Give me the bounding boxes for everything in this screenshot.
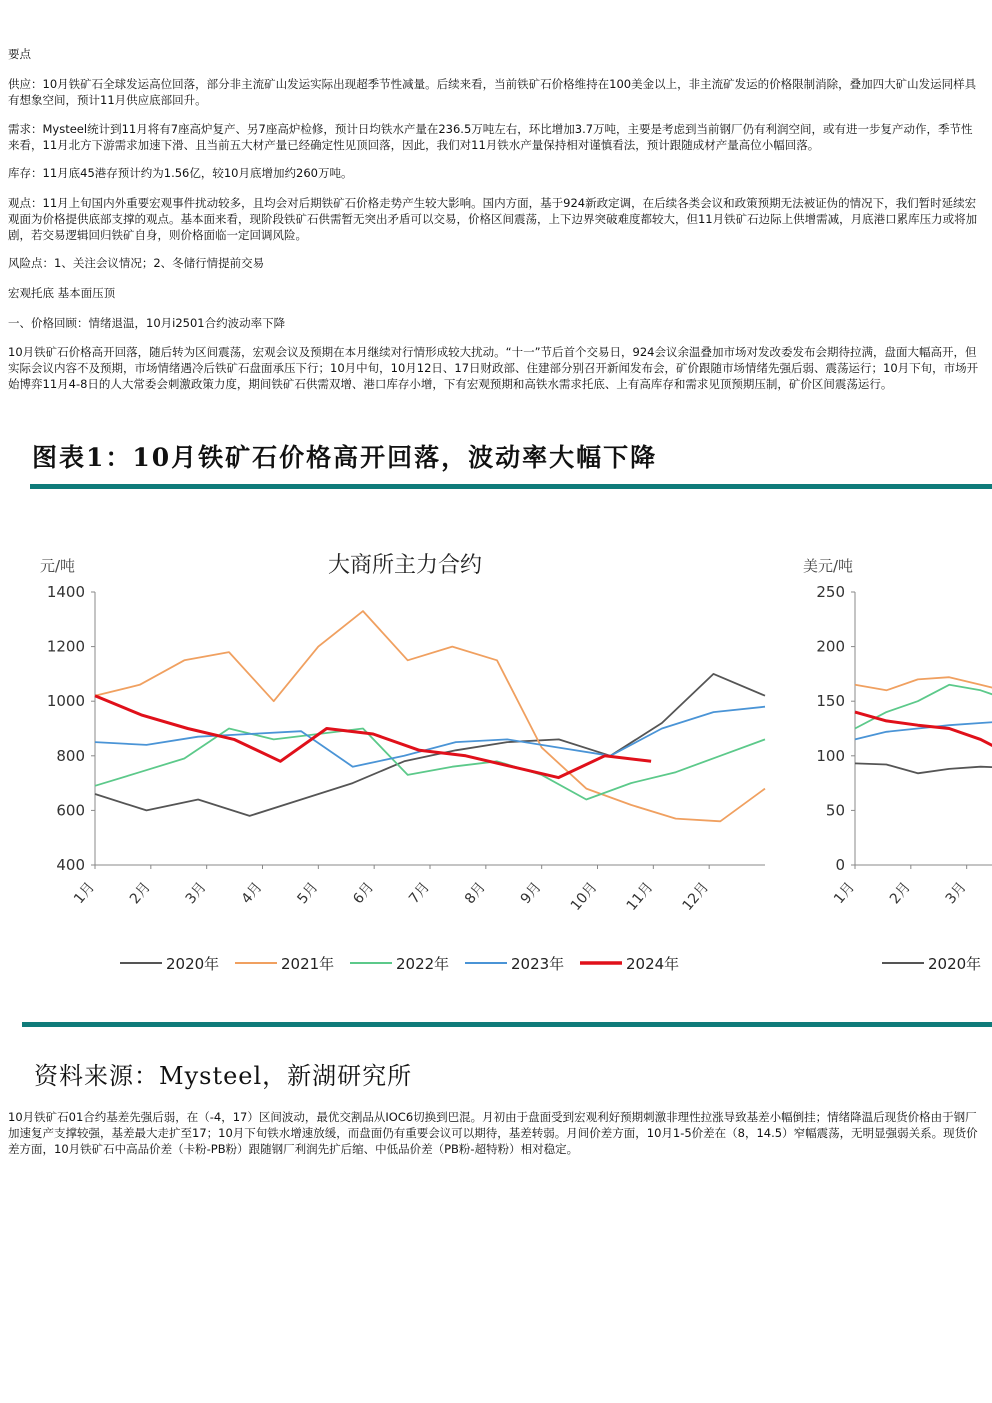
series-line-2020年 (95, 674, 765, 816)
series-line-2023年 (95, 707, 765, 767)
series-line-2024年 (95, 696, 651, 778)
series-line-2021年 (855, 677, 992, 692)
series-line-2020年 (855, 763, 992, 773)
y-tick-label: 150 (816, 692, 845, 711)
series-line-2022年 (855, 685, 992, 729)
y-tick-label: 0 (835, 856, 845, 874)
figure-title: 图表1：10月铁矿石价格高开回落，波动率大幅下降 (32, 443, 658, 472)
x-tick-label: 4月 (238, 879, 266, 908)
x-tick-label: 2月 (886, 879, 914, 908)
x-tick-label: 1月 (831, 879, 859, 908)
y-tick-label: 800 (56, 746, 85, 765)
risk-paragraph: 风险点：1、关注会议情况；2、冬储行情提前交易 (8, 256, 265, 270)
y-tick-label: 250 (816, 583, 845, 601)
y-tick-label: 1400 (46, 583, 85, 601)
y-tick-label: 200 (816, 637, 845, 656)
x-tick-label: 3月 (182, 879, 210, 908)
headline: 宏观托底 基本面压顶 (8, 286, 116, 300)
legend-label: 2021年 (281, 955, 335, 973)
x-tick-label: 7月 (406, 879, 434, 908)
supply-paragraph: 供应：10月铁矿石全球发运高位回落，部分非主流矿山发运实际出现超季节性减量。后续来看，当前铁矿石价格维持在100美金以上，非主流矿发运的价格限制消除，叠加四大矿山发运同样具有想象空间，预计11月供应底部回升。 (8, 77, 977, 107)
demand-paragraph: 需求：Mysteel统计到11月将有7座高炉复产、另7座高炉检修，预计日均铁水产量在236.5万吨左右，环比增加3.7万吨，主要是考虑到当前钢厂仍有利润空间，或有进一步复产动作，季节性来看，11月北方下游需求加速下滑、且当前五大材产量已经确定性见顶回落，因此，我们对11月铁水产量保持相对谨慎看法，预计跟随成材产量高位小幅回落。 (8, 122, 973, 152)
view-paragraph: 观点：11月上旬国内外重要宏观事件扰动较多，且均会对后期铁矿石价格走势产生较大影响。国内方面，基于924新政定调，在后续各类会议和政策预期无法被证伪的情况下，我们暂时延续宏观面为价格提供底部支撑的观点。基本面来看，现阶段铁矿石供需暂无突出矛盾可以交易，价格区间震荡，上下边界突破难度都较大，但11月铁矿石边际上供增需减，月底港口累库压力或将加剧，若交易逻辑回归铁矿自身，则价格面临一定回调风险。 (8, 196, 978, 242)
legend-label: 2020年 (166, 955, 220, 973)
legend-label: 2024年 (626, 955, 680, 973)
x-tick-label: 12月 (679, 879, 713, 914)
x-tick-label: 6月 (350, 879, 378, 908)
x-tick-label: 2月 (126, 879, 154, 908)
y-axis-unit-label: 美元/吨 (803, 557, 854, 575)
x-tick-label: 10月 (567, 879, 601, 914)
y-tick-label: 50 (825, 801, 845, 820)
series-line-2022年 (95, 729, 765, 800)
y-axis-unit-label: 元/吨 (40, 557, 76, 575)
x-tick-label: 8月 (461, 879, 489, 908)
y-tick-label: 100 (816, 746, 845, 765)
x-tick-label: 11月 (623, 879, 657, 914)
review-paragraph: 10月铁矿石价格高开回落，随后转为区间震荡，宏观会议及预期在本月继续对行情形成较大扰动。“十一”节后首个交易日，924会议余温叠加市场对发改委发布会期待拉满，盘面大幅高开，但实际会议内容不及预期，市场情绪遇冷后铁矿石盘面承压下行；10月中旬，10月12日、17日财政部、住建部分别召开新闻发布会，矿价跟随市场情绪先强后弱、震荡运行；10月下旬，市场开始博弈11月4-8日的人大常委会刺激政策力度，期间铁矿石供需双增、港口库存小增，下有宏观预期和高铁水需求托底、上有高库存和需求见顶预期压制，矿价区间震荡运行。 (8, 345, 979, 391)
y-tick-label: 600 (56, 801, 85, 820)
legend-label: 2023年 (511, 955, 565, 973)
section-heading: 一、价格回顾：情绪退温，10月i2501合约波动率下降 (8, 316, 286, 330)
y-tick-label: 1200 (46, 637, 85, 656)
x-tick-label: 3月 (942, 879, 970, 908)
legend-label: 2020年 (928, 955, 982, 973)
series-line-2021年 (95, 611, 765, 821)
figure-bottom-rule (22, 1022, 992, 1027)
inventory-paragraph: 库存：11月底45港存预计约为1.56亿，较10月底增加约260万吨。 (8, 166, 353, 180)
x-tick-label: 9月 (517, 879, 545, 908)
legend-label: 2022年 (396, 955, 450, 973)
y-tick-label: 400 (56, 856, 85, 874)
x-tick-label: 5月 (294, 879, 322, 908)
chart-title: 大商所主力合约 (327, 553, 483, 578)
key-points-heading: 要点 (8, 47, 31, 61)
x-tick-label: 1月 (71, 879, 99, 908)
y-tick-label: 1000 (46, 692, 85, 711)
figure-source: 资料来源：Mysteel，新湖研究所 (34, 1062, 413, 1090)
basis-paragraph: 10月铁矿石01合约基差先强后弱，在（-4，17）区间波动，最优交割品从IOC6切换到巴混。月初由于盘面受到宏观利好预期刺激非理性拉涨导致基差小幅倒挂；情绪降温后现货价格由于钢厂加速复产支撑较强，基差最大走扩至17；10月下旬铁水增速放缓，而盘面仍有重要会议可以期待，基差转弱。月间价差方面，10月1-5价差在（8，14.5）窄幅震荡，无明显强弱关系。现货价差方面，10月铁矿石中高品价差（卡粉-PB粉）跟随钢厂利润先扩后缩、中低品价差（PB粉-超特粉）相对稳定。 (8, 1110, 978, 1156)
